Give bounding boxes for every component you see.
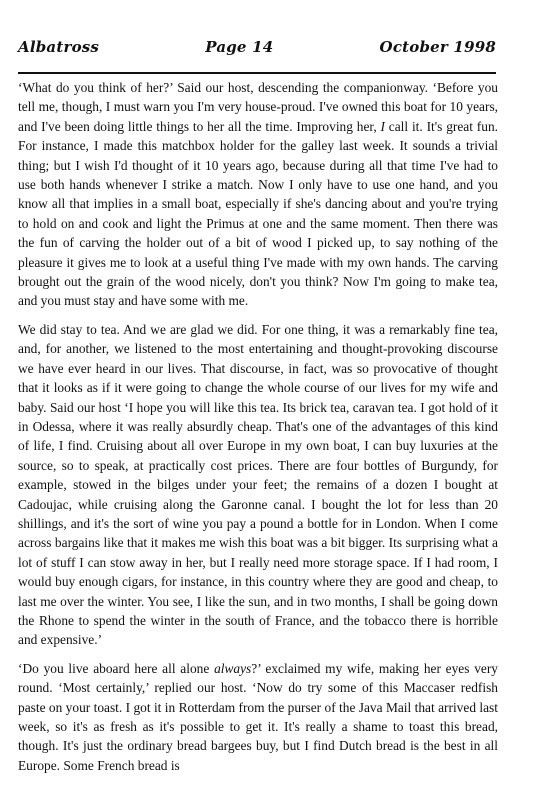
emphasis-text: I — [380, 118, 385, 134]
publication-title: Albatross — [18, 38, 100, 56]
paragraph-3 — [18, 659, 498, 775]
issue-date: October 1998 — [379, 38, 496, 56]
paragraph-text: ?’ exclaimed my wife, making her eyes very round. ‘Most certainly,’ replied our host. ‘Now do try some of this Maccaser redfish paste on your toast. I got it in Rotterdam from the purser of the Java Mail that arrived last week, so it's as fresh as it's possible to get it. It's really a shame to toast this bread, though. It's just the ordinary bread bargees buy, but I find Dutch bread is the best in all Europe. Some French bread is — [18, 660, 499, 773]
page-number: Page 14 — [205, 38, 274, 56]
article-body — [18, 78, 498, 784]
paragraph-text: ‘Do you live aboard here all alone — [18, 660, 215, 676]
paragraph-2 — [18, 320, 498, 650]
emphasis-text: always — [214, 660, 252, 676]
page-header — [18, 34, 496, 56]
paragraph-text: ‘What do you think of her?’ Said our host, descending the companionway. ‘Before you tell me, though, I must warn you I'm very house-proud. I've owned this boat for 10 years, and I've been doing little things to her all the time. Improving her, — [18, 80, 498, 134]
paragraph-text: We did stay to tea. And we are glad we did. For one thing, it was a remarkably fine tea, and, for another, we listened to the most entertaining and thought-provoking discourse we have ever heard in our lives. That discourse, in fact, was so provocative of thought that it looks as if it were going to change the whole course of our lives for my wife and baby. Said our host ‘I hope you will like this tea. Its brick tea, caravan tea. I got hold of it in Odessa, where it was really absurdly cheap. That's one of the advantages of this kind of life, I find. Cruising about all over Europe in my own boat, I can buy luxuries at the source, so to speak, at practically cost prices. There are four bottles of Burgundy, for example, stowed in the bilges under your feet; the remains of a dozen I bought at Cadoujac, while cruising along the Garonne canal. I bought the lot for less than 20 shillings, and it's the sort of wine you pay a pound a bottle for in London. When I come across bargains like that it makes me wish this boat was a bit bigger. Its surprising what a lot of stuff I can stow away in her, but I really need more storage space. If I had room, I would buy enough cigars, for instance, in this country where they are good and cheap, to last me over the winter. You see, I like the sun, and in two months, I shall be going down the Rhone to spend the winter in the south of France, and the tobacco there is horrible and expensive.’ — [18, 321, 498, 648]
header-rule — [18, 72, 496, 74]
paragraph-1 — [18, 78, 498, 311]
paragraph-text: call it. It's great fun. For instance, I made this matchbox holder for the galley last week. It sounds a trivial thing; but I wish I'd thought of it 10 years ago, because during all that time I've had to use both hands whenever I strike a match. Now I only have to use one hand, and you know all that implies in a small boat, especially if she's dancing about and you're trying to hold on and cook and light the Primus at one and the same moment. Then there was the fun of carving the holder out of a bit of wood I picked up, to say nothing of the pleasure it gives me to look at a useful thing I've made with my own hands. The carving brought out the grain of the wood nicely, don't you think? Now I'm going to make tea, and you must stay and have some with me. — [18, 118, 498, 309]
